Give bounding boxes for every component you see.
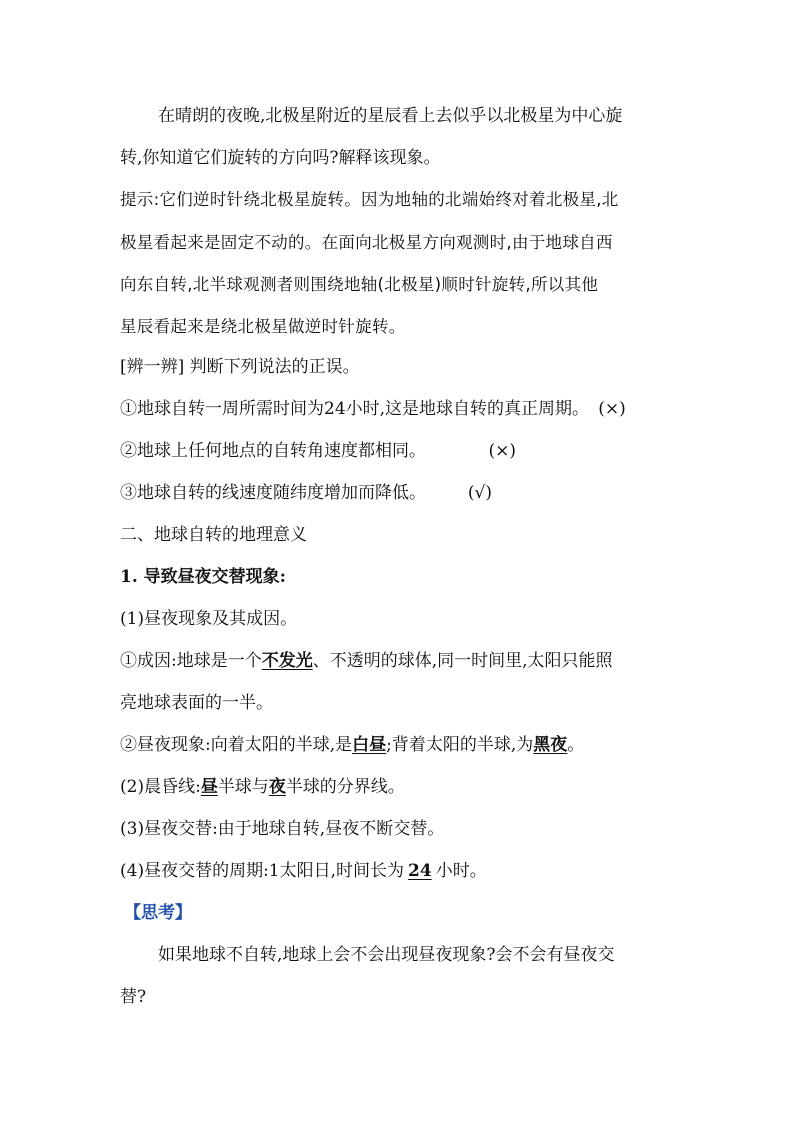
period-text-a: (4)昼夜交替的周期:1太阳日,时间长为 [120,861,405,881]
judge-item-3 [120,481,492,505]
period-line [120,859,487,883]
cause-answer: 不发光 [261,651,313,671]
period-answer: 24 [408,861,432,881]
terminator-answer-night: 夜 [268,777,286,797]
terminator-text-c: 半球与 [217,777,269,797]
terminator-answer-day: 昼 [200,777,218,797]
hint-line2: 极星看起来是固定不动的。在面向北极星方向观测时,由于地球自西 [120,233,613,252]
think-title: 【思考】 [124,903,192,923]
judge-title: [辨一辨] 判断下列说法的正误。 [120,357,360,377]
judge-item-text: ①地球自转一周所需时间为24小时,这是地球自转的真正周期。 [120,399,590,419]
daynight-answer-night: 黑夜 [533,735,568,755]
question1-line2: 转,你知道它们旋转的方向吗?解释该现象。 [120,148,441,168]
section2-title: 二、地球自转的地理意义 [120,525,307,545]
section2-sub1: 1. 导致昼夜交替现象: [120,567,286,587]
hint-line1: 提示:它们逆时针绕北极星旋转。因为地轴的北端始终对着北极星,北 [120,190,619,209]
daynight-line [120,733,584,757]
daynight-answer-day: 白昼 [352,735,387,755]
judge-item-text: ②地球上任何地点的自转角速度都相同。 [120,441,426,461]
cause-line2: 亮地球表面的一半。 [120,693,273,713]
judge-item-mark: (×) [488,441,516,461]
judge-item-mark: (×) [598,399,626,419]
judge-item-1 [120,397,635,421]
question1-line1: 在晴朗的夜晚,北极星附近的星辰看上去似乎以北极星为中心旋 [158,106,623,126]
think-line1: 如果地球不自转,地球上会不会出现昼夜现象?会不会有昼夜交 [158,945,615,965]
judge-item-mark: (√) [467,483,492,503]
period-text-c: 小时。 [435,861,487,881]
daynight-text-c: ;背着太阳的半球,为 [386,735,534,755]
daynight-text-a: ②昼夜现象:向着太阳的半球,是 [120,735,353,755]
terminator-line [120,775,405,799]
daynight-text-e: 。 [567,735,585,755]
think-line2: 替? [120,987,147,1007]
hint-line4: 星辰看起来是绕北极星做逆时针旋转。 [120,317,406,336]
terminator-text-a: (2)晨昏线: [120,777,201,797]
judge-item-2 [120,439,516,463]
cause-text-c: 、不透明的球体,同一时间里,太阳只能照 [312,651,613,671]
terminator-text-e: 半球的分界线。 [285,777,405,797]
alternation-line: (3)昼夜交替:由于地球自转,昼夜不断交替。 [120,819,445,839]
section2-p1: (1)昼夜现象及其成因。 [120,609,298,629]
cause-text-a: ①成因:地球是一个 [120,651,262,671]
judge-item-text: ③地球自转的线速度随纬度增加而降低。 [120,483,426,503]
cause-line1 [120,649,613,673]
hint-line3: 向东自转,北半球观测者则围绕地轴(北极星)顺时针旋转,所以其他 [120,275,599,294]
